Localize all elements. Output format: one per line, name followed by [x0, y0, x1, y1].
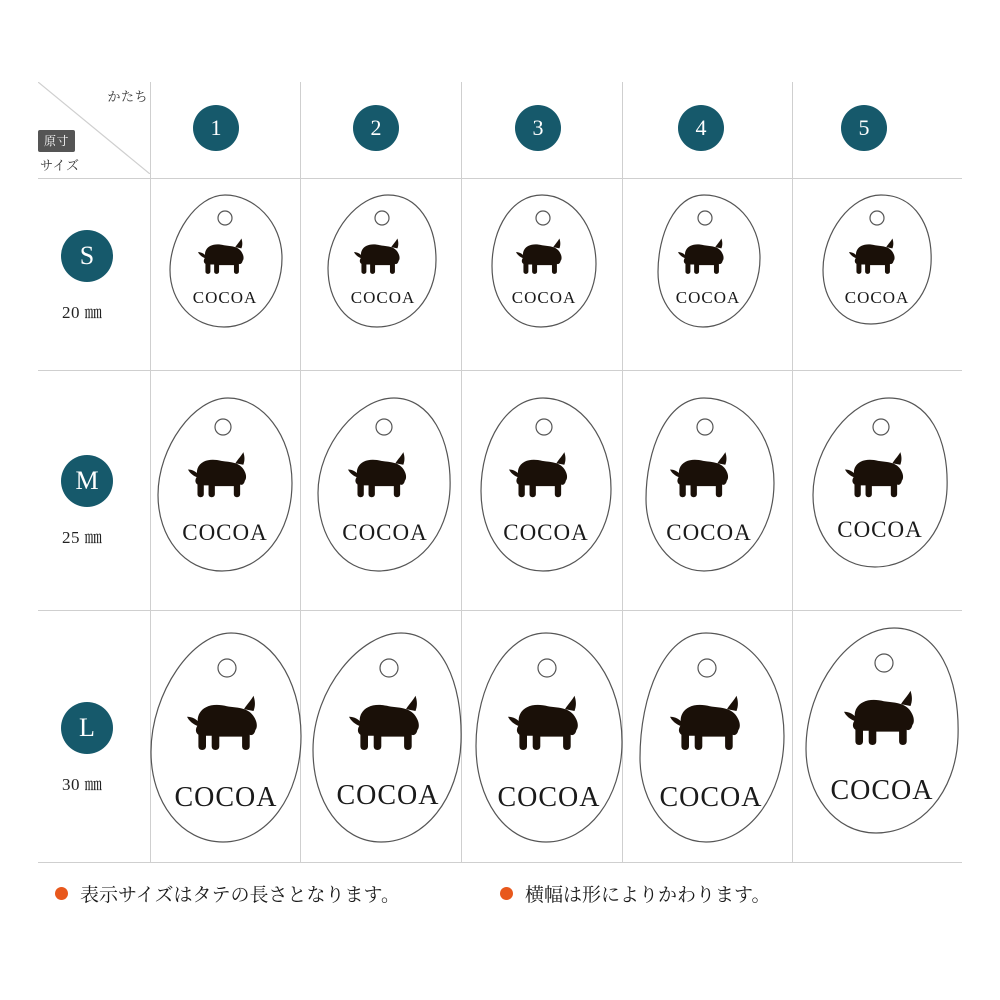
- tag-name-text: COCOA: [497, 782, 601, 813]
- grid-line-horizontal: [38, 178, 962, 179]
- tag-shape-outline: [630, 630, 792, 848]
- column-header-1: [193, 105, 239, 151]
- tag-name-text: COCOA: [336, 780, 440, 811]
- tag-name-text: COCOA: [659, 782, 763, 813]
- table-corner-header: [38, 82, 150, 174]
- row-header-code: M: [75, 466, 99, 495]
- tag-name-text: COCOA: [350, 288, 416, 307]
- tag-shape-outline: [150, 395, 300, 577]
- tag-preview-m-2: [310, 395, 460, 577]
- column-header-3: [515, 105, 561, 151]
- row-header-s: [61, 230, 113, 282]
- column-header-label: 2: [370, 115, 382, 140]
- column-header-5: [841, 105, 887, 151]
- tag-shape-outline: [143, 630, 309, 848]
- tag-name-text: COCOA: [503, 520, 589, 545]
- tag-shape-outline: [310, 395, 460, 577]
- row-header-code: L: [79, 713, 95, 742]
- tag-shape-outline: [815, 192, 939, 332]
- tag-name-text: COCOA: [844, 288, 910, 307]
- tag-shape-outline: [484, 192, 604, 332]
- tag-shape-outline: [798, 625, 966, 843]
- tag-shape-outline: [320, 192, 446, 332]
- tag-shape-outline: [473, 395, 619, 577]
- tag-preview-m-4: [636, 395, 782, 577]
- row-header-s-size: 20 ㎜: [62, 303, 103, 322]
- grid-line-horizontal: [38, 370, 962, 371]
- tag-name-text: COCOA: [830, 775, 934, 806]
- tag-name-text: COCOA: [174, 782, 278, 813]
- tag-preview-l-3: [468, 630, 630, 848]
- bullet-dot-icon: [55, 887, 68, 900]
- tag-preview-s-4: [648, 192, 768, 332]
- row-header-l-size: 30 ㎜: [62, 775, 103, 794]
- tag-name-text: COCOA: [342, 520, 428, 545]
- tag-shape-outline: [468, 630, 630, 848]
- footnote-1: [55, 880, 400, 907]
- tag-shape-outline: [162, 192, 288, 332]
- tag-name-text: COCOA: [837, 517, 923, 542]
- tag-preview-l-5: [798, 625, 966, 843]
- grid-line-horizontal: [38, 862, 962, 863]
- column-header-4: [678, 105, 724, 151]
- size-axis-label: サイズ: [40, 158, 80, 173]
- row-header-code: S: [79, 241, 95, 270]
- tag-name-text: COCOA: [666, 520, 752, 545]
- tag-preview-s-1: [162, 192, 288, 332]
- tag-preview-m-5: [805, 395, 955, 577]
- tag-preview-l-1: [143, 630, 309, 848]
- actual-size-badge: 原寸: [38, 130, 75, 152]
- footnote-1-text: 表示サイズはタテの長さとなります。: [80, 885, 400, 906]
- column-header-label: 5: [858, 115, 870, 140]
- column-header-label: 3: [532, 115, 544, 140]
- footnotes: [55, 880, 955, 920]
- bullet-dot-icon: [500, 887, 513, 900]
- tag-preview-m-1: [150, 395, 300, 577]
- tag-name-text: COCOA: [675, 288, 741, 307]
- tag-preview-s-2: [320, 192, 446, 332]
- tag-shape-outline: [648, 192, 768, 332]
- footnote-2: [500, 880, 770, 907]
- tag-shape-outline: [636, 395, 782, 577]
- column-header-label: 4: [695, 115, 707, 140]
- tag-name-text: COCOA: [192, 288, 258, 307]
- tag-shape-outline: [805, 395, 955, 577]
- tag-preview-l-2: [305, 630, 471, 848]
- shape-axis-label: かたち: [107, 89, 148, 104]
- row-header-m-size: 25 ㎜: [62, 528, 103, 547]
- tag-name-text: COCOA: [511, 288, 577, 307]
- grid-line-horizontal: [38, 610, 962, 611]
- grid-line-vertical: [792, 82, 793, 862]
- tag-preview-l-4: [630, 630, 792, 848]
- tag-preview-s-3: [484, 192, 604, 332]
- row-header-m: [61, 455, 113, 507]
- tag-preview-s-5: [815, 192, 939, 332]
- tag-preview-m-3: [473, 395, 619, 577]
- tag-name-text: COCOA: [182, 520, 268, 545]
- footnote-2-text: 横幅は形によりかわります。: [525, 885, 771, 906]
- column-header-2: [353, 105, 399, 151]
- row-header-l: [61, 702, 113, 754]
- tag-shape-outline: [305, 630, 471, 848]
- column-header-label: 1: [210, 115, 222, 140]
